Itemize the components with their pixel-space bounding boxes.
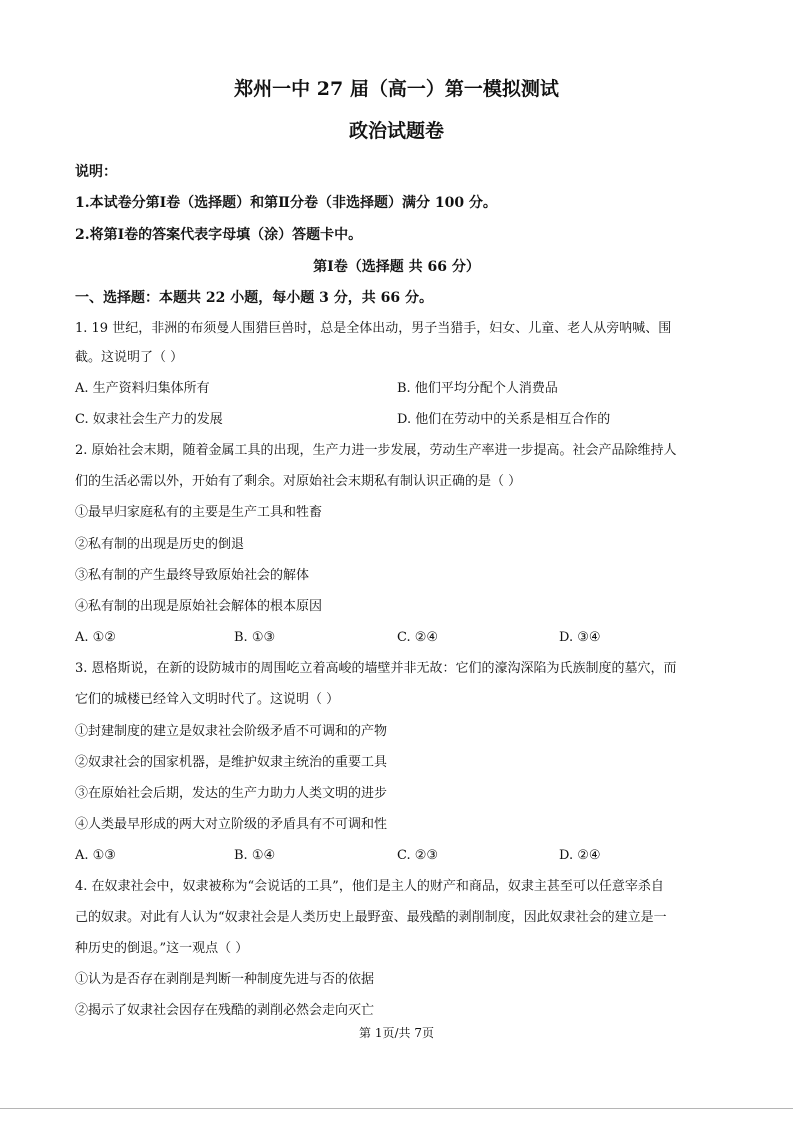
instruction-item: 2.将第Ⅰ卷的答案代表字母填（涂）答题卡中。: [75, 227, 363, 243]
page-title: 郑州一中 27 届（高一）第一模拟测试: [234, 78, 559, 100]
option-d: D. ②④: [559, 848, 601, 863]
option-d: D. ③④: [559, 630, 601, 645]
option-d: D. 他们在劳动中的关系是相互合作的: [397, 412, 611, 427]
option-c: C. ②④: [397, 630, 439, 645]
question-stem-line: 截。这说明了（ ）: [75, 350, 184, 365]
option-b: B. ①③: [234, 630, 276, 645]
question-stem-line: 种历史的倒退。”这一观点（ ）: [75, 941, 249, 956]
statement-item: ④人类最早形成的两大对立阶级的矛盾具有不可调和性: [75, 817, 388, 832]
question-stem-line: 4. 在奴隶社会中，奴隶被称为“会说话的工具”，他们是主人的财产和商品，奴隶主甚至可以任意宰杀自: [75, 879, 664, 894]
statement-item: ③在原始社会后期，发达的生产力助力人类文明的进步: [75, 786, 388, 801]
statement-item: ①最早归家庭私有的主要是生产工具和牲畜: [75, 505, 323, 520]
page-number: 第 1页/共 7页: [359, 1026, 434, 1040]
statement-item: ④私有制的出现是原始社会解体的根本原因: [75, 599, 323, 614]
question-stem-line: 它们的城楼已经耸入文明时代了。这说明（ ）: [75, 692, 340, 707]
question-stem-line: 3. 恩格斯说，在新的设防城市的周围屹立着高峻的墙壁并非无故：它们的濠沟深陷为氏族制度的墓穴，而: [75, 661, 677, 676]
part-heading: 第Ⅰ卷（选择题 共 66 分）: [313, 259, 480, 275]
option-b: B. 他们平均分配个人消费品: [397, 381, 558, 396]
question-stem-line: 2. 原始社会末期，随着金属工具的出现，生产力进一步发展，劳动生产率进一步提高。社会产品除维持人: [75, 443, 677, 458]
question-stem-line: 们的生活必需以外，开始有了剩余。对原始社会末期私有制认识正确的是（ ）: [75, 474, 522, 489]
option-a: A. 生产资料归集体所有: [75, 381, 210, 396]
statement-item: ②奴隶社会的国家机器，是维护奴隶主统治的重要工具: [75, 755, 388, 770]
option-a: A. ①③: [75, 848, 116, 863]
question-stem-line: 己的奴隶。对此有人认为“奴隶社会是人类历史上最野蛮、最残酷的剥削制度，因此奴隶社会的建立是一: [75, 910, 667, 925]
option-c: C. ②③: [397, 848, 439, 863]
statement-item: ③私有制的产生最终导致原始社会的解体: [75, 568, 310, 583]
instruction-item: 1.本试卷分第Ⅰ卷（选择题）和第Ⅱ分卷（非选择题）满分 100 分。: [75, 195, 497, 211]
page-subtitle: 政治试题卷: [348, 120, 444, 142]
instructions-heading: 说明：: [75, 164, 117, 180]
statement-item: ②揭示了奴隶社会因存在残酷的剥削必然会走向灭亡: [75, 1003, 375, 1018]
option-a: A. ①②: [75, 630, 116, 645]
statement-item: ①认为是否存在剥削是判断一种制度先进与否的依据: [75, 972, 375, 987]
option-b: B. ①④: [234, 848, 276, 863]
option-c: C. 奴隶社会生产力的发展: [75, 412, 223, 427]
question-stem-line: 1. 19 世纪，非洲的布须曼人围猎巨兽时，总是全体出动，男子当猎手，妇女、儿童、老人从旁呐喊、围: [75, 321, 672, 336]
section-heading: 一、选择题：本题共 22 小题，每小题 3 分，共 66 分。: [75, 290, 433, 306]
page-divider: [0, 1108, 793, 1109]
statement-item: ①封建制度的建立是奴隶社会阶级矛盾不可调和的产物: [75, 724, 388, 739]
statement-item: ②私有制的出现是历史的倒退: [75, 537, 245, 552]
